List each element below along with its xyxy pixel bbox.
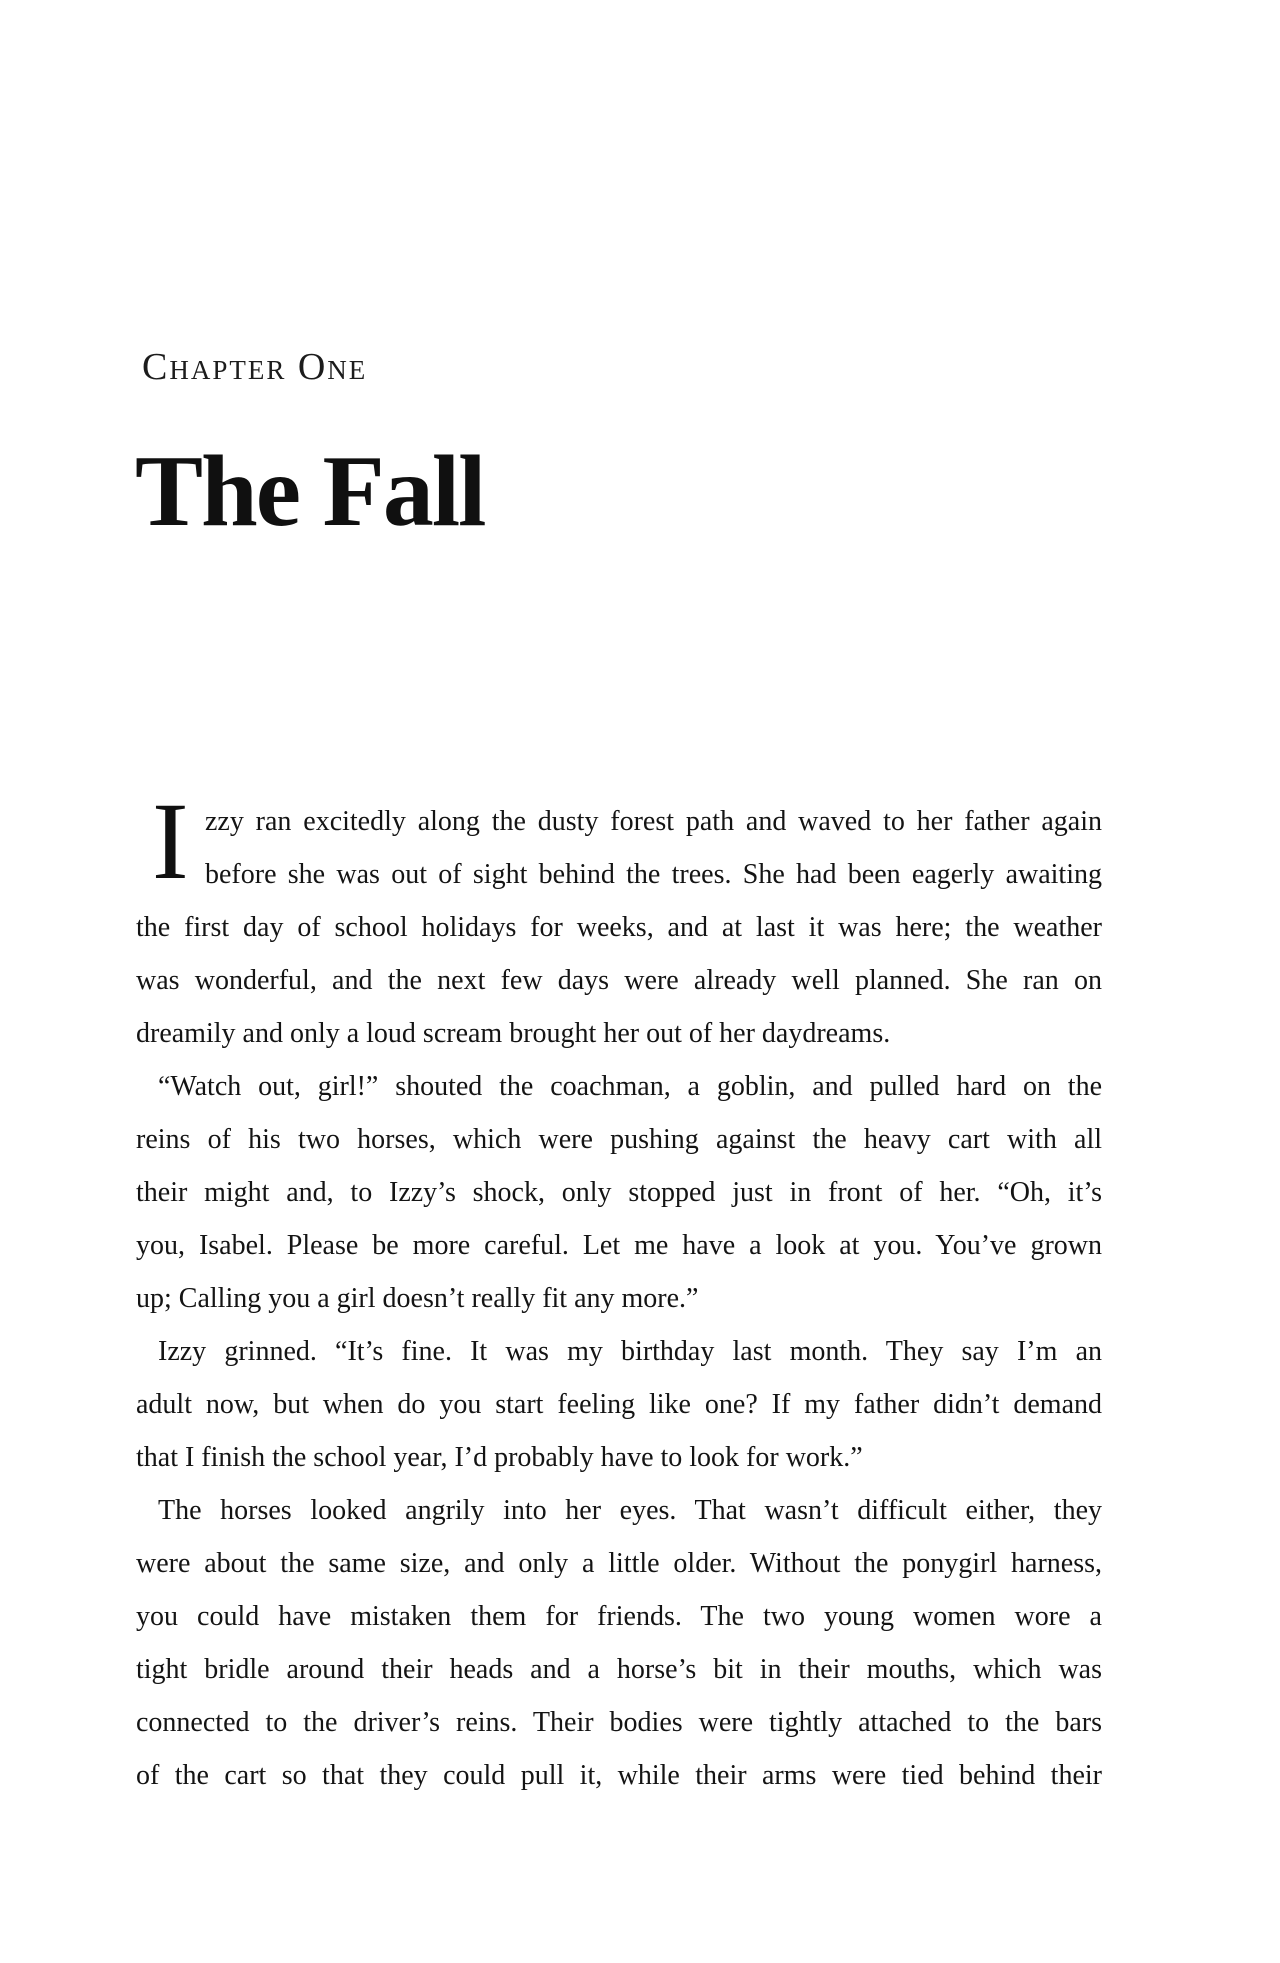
- text-line: that I finish the school year, I’d probably have to look for work.”: [136, 1442, 863, 1473]
- text-line: The horses looked angrily into her eyes. That wasn’t difficult either, they: [158, 1495, 1102, 1526]
- text-line: tight bridle around their heads and a horse’s bit in their mouths, which was: [136, 1654, 1102, 1685]
- text-line: you could have mistaken them for friends. The two young women wore a: [136, 1601, 1102, 1632]
- text-line: was wonderful, and the next few days were already well planned. She ran on: [136, 965, 1102, 996]
- text-line: zzy ran excitedly along the dusty forest path and waved to her father again: [205, 806, 1102, 837]
- paragraph: [136, 1325, 1102, 1484]
- chapter-kicker: Chapter One: [142, 346, 368, 388]
- text-line: dreamily and only a loud scream brought her out of her daydreams.: [136, 1018, 891, 1049]
- drop-cap: I: [152, 780, 189, 902]
- paragraph: [136, 1060, 1102, 1325]
- paragraph: [136, 795, 1102, 1060]
- text-line: adult now, but when do you start feeling like one? If my father didn’t demand: [136, 1389, 1102, 1420]
- text-line: “Watch out, girl!” shouted the coachman, a goblin, and pulled hard on the: [158, 1071, 1102, 1102]
- text-line: connected to the driver’s reins. Their bodies were tightly attached to the bars: [136, 1707, 1102, 1738]
- text-line: you, Isabel. Please be more careful. Let me have a look at you. You’ve grown: [136, 1230, 1102, 1261]
- text-line: Izzy grinned. “It’s fine. It was my birthday last month. They say I’m an: [158, 1336, 1102, 1367]
- text-line: reins of his two horses, which were pushing against the heavy cart with all: [136, 1124, 1102, 1155]
- text-line: were about the same size, and only a little older. Without the ponygirl harness,: [136, 1548, 1102, 1579]
- text-line: up; Calling you a girl doesn’t really fit any more.”: [136, 1283, 699, 1314]
- chapter-title: The Fall: [135, 435, 485, 548]
- text-line: the first day of school holidays for weeks, and at last it was here; the weather: [136, 912, 1102, 943]
- text-line: before she was out of sight behind the trees. She had been eagerly awaiting: [205, 859, 1102, 890]
- paragraph: [136, 1484, 1102, 1802]
- text-line: their might and, to Izzy’s shock, only stopped just in front of her. “Oh, it’s: [136, 1177, 1102, 1208]
- body-text: [136, 780, 1102, 1802]
- text-line: of the cart so that they could pull it, while their arms were tied behind their: [136, 1760, 1102, 1791]
